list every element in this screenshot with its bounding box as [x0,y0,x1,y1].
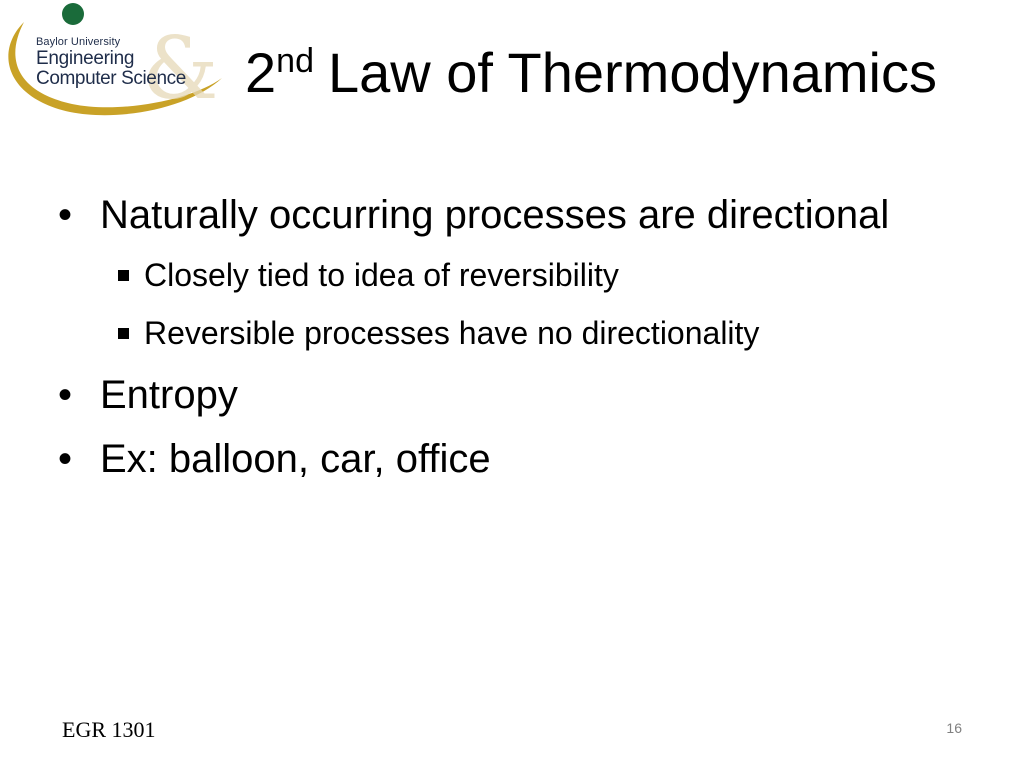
logo-computer-science-text: Computer Science [36,68,186,89]
square-bullet-icon [118,328,129,339]
title-text: Law of Thermodynamics [327,41,937,104]
bullet-dot-icon: • [58,373,73,417]
baylor-ecs-logo [0,0,240,128]
logo-engineering-text: Engineering [36,48,135,69]
footer-course-code: EGR 1301 [62,717,156,742]
slide-title [245,38,937,116]
sub-bullet-item [116,310,978,356]
bullet-dot-icon: • [58,193,73,237]
sub-bullet-list [58,252,978,356]
square-bullet-icon [118,270,129,281]
bullet-item [58,368,978,422]
sub-bullet-text: Closely tied to idea of reversibility [144,257,619,293]
bullet-text: Naturally occurring processes are directional [100,193,890,237]
bullet-list [58,188,978,496]
bullet-text: Ex: balloon, car, office [100,437,491,481]
title-ordinal-suffix: nd [276,42,314,80]
sub-bullet-item [116,252,978,298]
green-dot-shape [62,3,84,25]
bullet-text: Entropy [100,373,238,417]
bullet-item [58,188,978,242]
title-number: 2 [245,41,277,104]
logo-university-text: Baylor University [36,36,121,48]
bullet-item [58,432,978,486]
bullet-dot-icon: • [58,437,73,481]
ampersand-watermark: & [142,19,219,119]
footer-page-number: 16 [946,720,962,736]
sub-bullet-text: Reversible processes have no directionality [144,315,760,351]
